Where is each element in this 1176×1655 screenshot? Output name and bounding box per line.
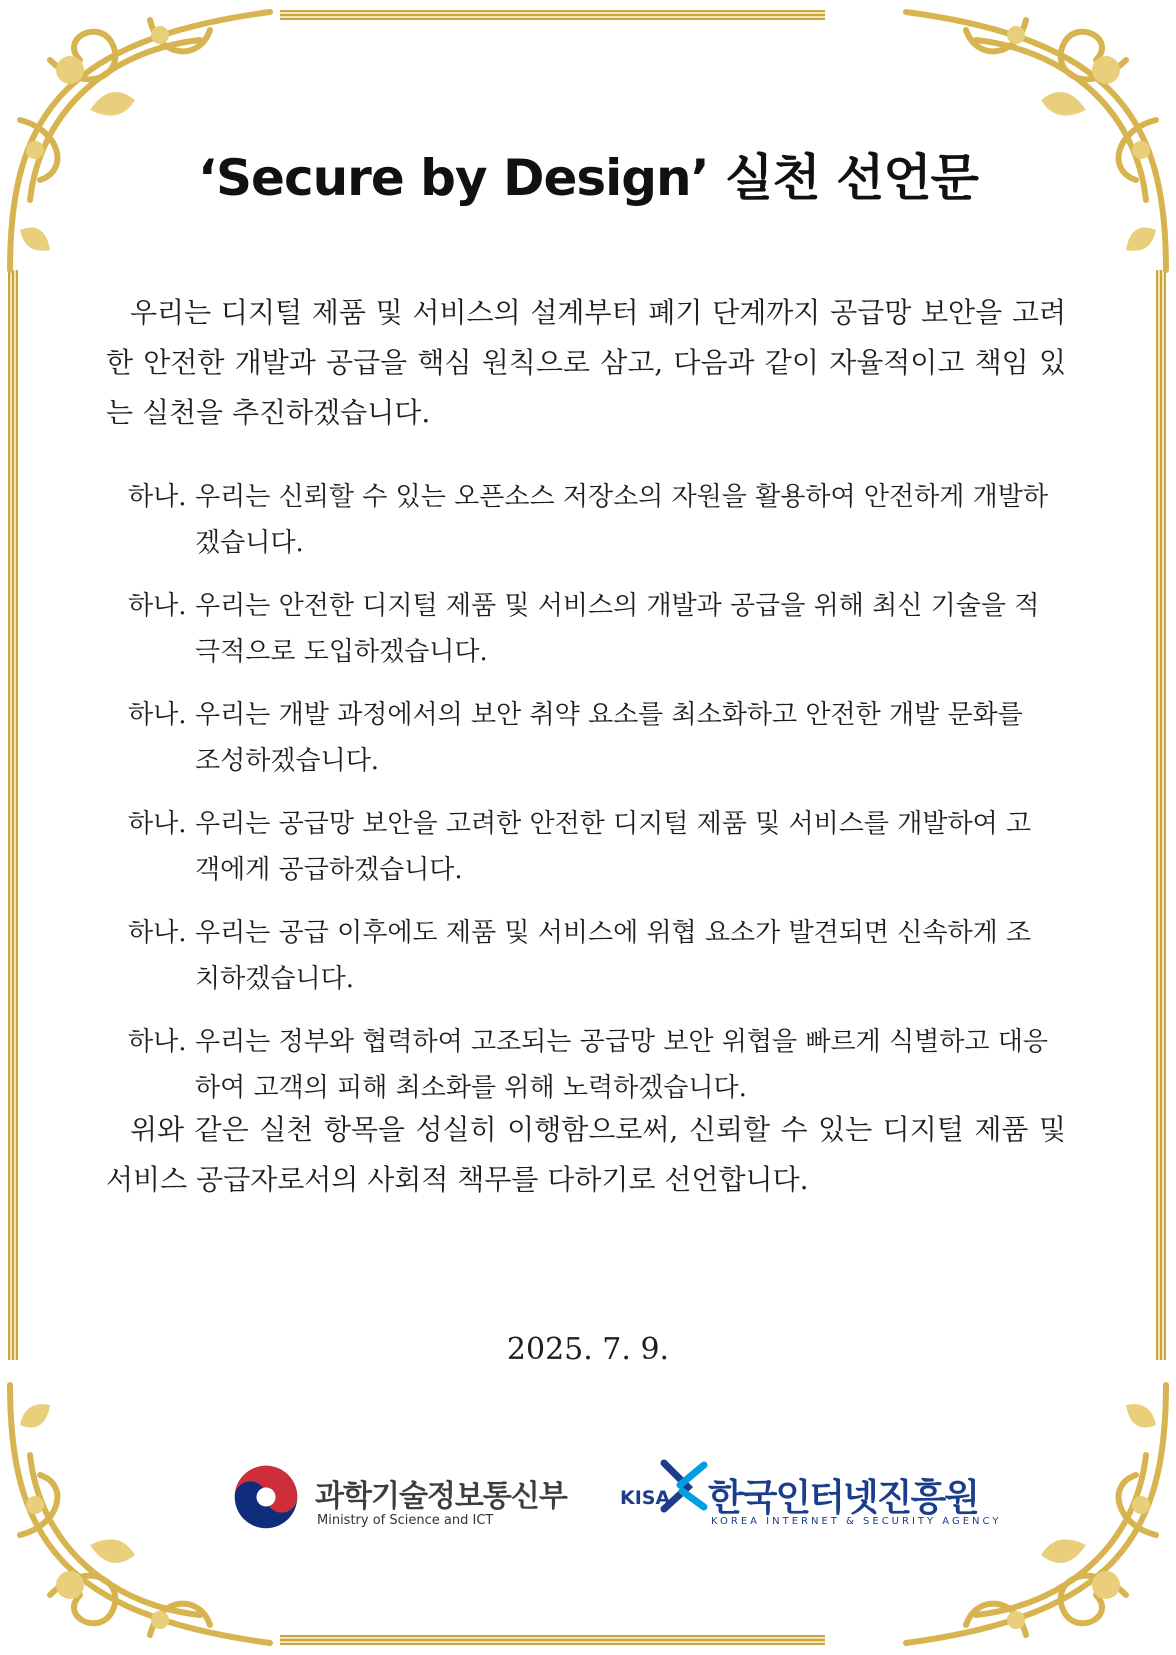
frame-left-border	[8, 270, 18, 1360]
frame-top-border	[280, 10, 825, 20]
taegeuk-icon	[232, 1463, 300, 1531]
kisa-name-en: KOREA INTERNET & SECURITY AGENCY	[711, 1516, 1002, 1527]
pledge-item	[128, 801, 1048, 893]
pledge-text: 우리는 안전한 디지털 제품 및 서비스의 개발과 공급을 위해 최신 기술을 적극적으로 도입하겠습니다.	[195, 591, 1040, 667]
frame-bottom-border	[280, 1635, 825, 1645]
msit-name-en: Ministry of Science and ICT	[317, 1513, 494, 1528]
pledge-text: 우리는 개발 과정에서의 보안 취약 요소를 최소화하고 안전한 개발 문화를 조성하겠습니다.	[195, 700, 1023, 776]
pledge-item	[128, 1019, 1048, 1111]
pledge-prefix: 하나.	[128, 1027, 187, 1057]
pledge-prefix: 하나.	[128, 700, 187, 730]
pledge-text: 우리는 공급 이후에도 제품 및 서비스에 위협 요소가 발견되면 신속하게 조치하겠습니다.	[195, 918, 1032, 994]
pledge-text: 우리는 공급망 보안을 고려한 안전한 디지털 제품 및 서비스를 개발하여 고객에게 공급하겠습니다.	[195, 809, 1032, 885]
msit-name-ko: 과학기술정보통신부	[315, 1479, 567, 1514]
frame-right-border	[1156, 270, 1166, 1360]
pledge-item	[128, 910, 1048, 1002]
pledge-list	[128, 474, 1048, 1128]
kisa-name-ko: 한국인터넷진흥원	[708, 1476, 978, 1519]
kisa-swoosh-icon	[658, 1457, 708, 1513]
declaration-date: 2025. 7. 9.	[506, 1332, 670, 1367]
pledge-prefix: 하나.	[128, 809, 187, 839]
pledge-text: 우리는 정부와 협력하여 고조되는 공급망 보안 위협을 빠르게 식별하고 대응하여 고객의 피해 최소화를 위해 노력하겠습니다.	[195, 1027, 1048, 1103]
document-title: ‘Secure by Design’ 실천 선언문	[198, 149, 978, 207]
pledge-item	[128, 692, 1048, 784]
pledge-prefix: 하나.	[128, 918, 187, 948]
intro-paragraph: 우리는 디지털 제품 및 서비스의 설계부터 폐기 단계까지 공급망 보안을 고려한 안전한 개발과 공급을 핵심 원칙으로 삼고, 다음과 같이 자율적이고 책임 있는 실천을 추진하겠습니다.	[106, 296, 1066, 429]
pledge-prefix: 하나.	[128, 591, 187, 621]
kisa-mark: KISA	[620, 1487, 671, 1509]
pledge-item	[128, 474, 1048, 566]
pledge-text: 우리는 신뢰할 수 있는 오픈소스 저장소의 자원을 활용하여 안전하게 개발하겠습니다.	[195, 482, 1048, 558]
closing-paragraph: 위와 같은 실천 항목을 성실히 이행함으로써, 신뢰할 수 있는 디지털 제품 및 서비스 공급자로서의 사회적 책무를 다하기로 선언합니다.	[106, 1113, 1066, 1196]
pledge-item	[128, 583, 1048, 675]
pledge-prefix: 하나.	[128, 482, 187, 512]
